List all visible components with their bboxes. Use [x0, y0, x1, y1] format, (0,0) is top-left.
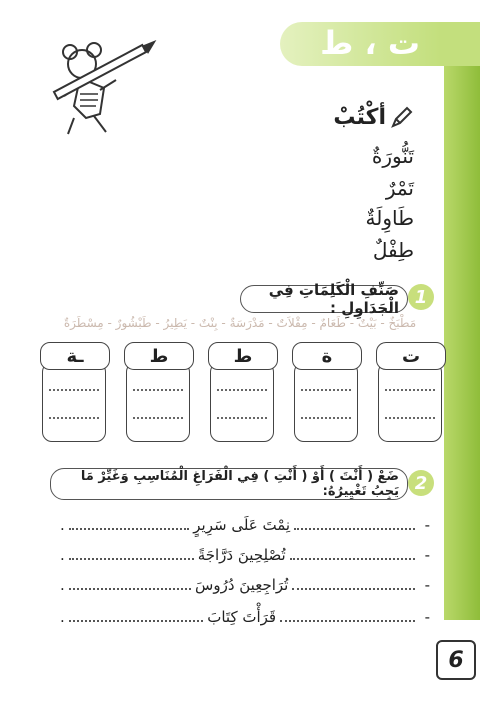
column-letter: ـة: [40, 342, 110, 370]
answer-cell[interactable]: [42, 362, 106, 442]
blank[interactable]: [292, 578, 414, 590]
word-2: تَمْرٌ: [385, 176, 414, 200]
sentence-2: - تُصْلِحِينَ دَرَّاجَةً .: [60, 546, 430, 564]
blank[interactable]: [69, 548, 194, 560]
word-1: تَنُّورَةٌ: [371, 144, 414, 168]
classification-column-3: [208, 342, 276, 446]
sentence-4: - قَرَأْتَ كِتَابَ .: [59, 608, 430, 626]
word-bank: مَطْبَخٌ - بَيْتٌ - طَعَامٌ - مِقْلاَتٌ - مَدْرَسَةٌ - بِنْتٌ - يَطِيرُ - طَبْشُورٌ - مِسْطَرَةٌ: [63, 316, 417, 330]
blank[interactable]: [290, 548, 415, 560]
column-letter: ت: [376, 342, 446, 370]
answer-cell[interactable]: [126, 362, 190, 442]
blank[interactable]: [69, 610, 203, 622]
mouse-with-pencil-illustration: [40, 28, 160, 148]
page-number: 6: [436, 640, 476, 680]
exercise-1-number: 1: [408, 284, 434, 310]
blank[interactable]: [294, 518, 414, 530]
answer-cell[interactable]: [210, 362, 274, 442]
column-letter: ط: [124, 342, 194, 370]
pencil-icon: [390, 105, 414, 129]
answer-cell[interactable]: [378, 362, 442, 442]
blank[interactable]: [280, 610, 414, 622]
word-4: طِفْلٌ: [372, 238, 414, 262]
exercise-1-instruction: صَنِّفِ الْكَلِمَاتِ فِي الْجَدَاوِلِ :: [240, 285, 408, 313]
lesson-header-tab: [280, 22, 440, 66]
blank[interactable]: [69, 518, 189, 530]
answer-cell[interactable]: [294, 362, 358, 442]
classification-column-2: [292, 342, 360, 446]
column-letter: ة: [292, 342, 362, 370]
lesson-title: ت ، ط: [320, 24, 420, 62]
classification-column-4: [124, 342, 192, 446]
write-title-text: أكْتُبْ: [333, 104, 386, 130]
exercise-2-number: 2: [408, 470, 434, 496]
blank[interactable]: [69, 578, 191, 590]
classification-column-5: [40, 342, 108, 446]
sentence-1: - نِمْتَ عَلَى سَرِيرٍ .: [60, 516, 430, 534]
classification-column-1: [376, 342, 444, 446]
sentence-3: - تُرَاجِعِينَ دُرُوسَ .: [60, 576, 430, 594]
write-heading: [327, 100, 420, 134]
word-3: طَاوِلَةٌ: [365, 206, 414, 230]
side-decoration-strip: [444, 60, 480, 620]
exercise-2-instruction: ضَعْ ( أَنْتَ ) أَوْ ( أَنْتِ ) فِي الْفَرَاغِ الْمُنَاسِبِ وَغَيِّرْ مَا يَجِبُ تَغْيِيرُهُ:: [50, 468, 408, 500]
column-letter: ط: [208, 342, 278, 370]
